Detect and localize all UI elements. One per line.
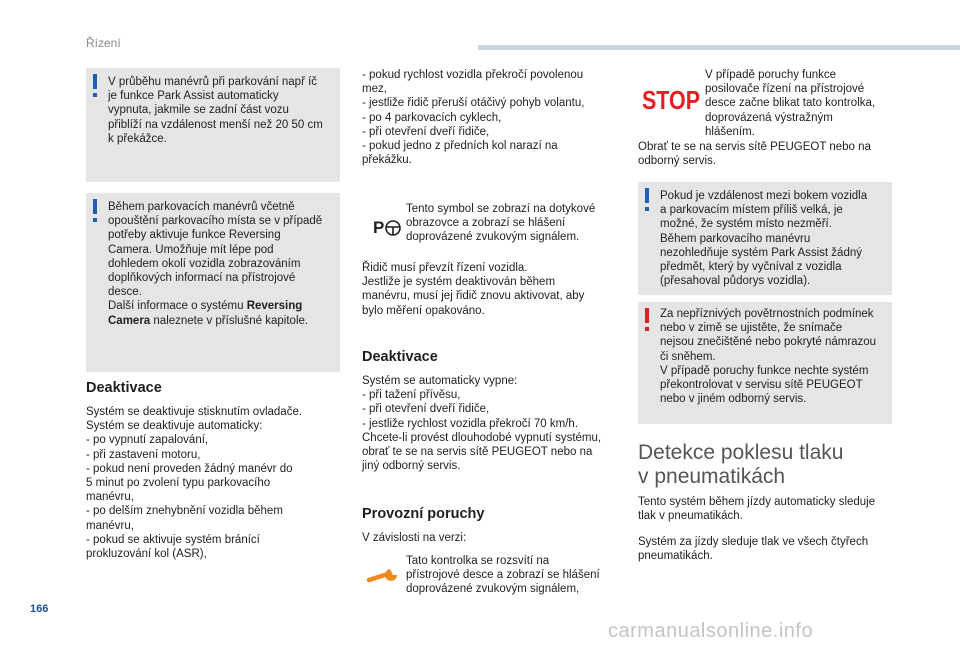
info-box-parking-distance	[86, 68, 340, 182]
wrench-icon	[366, 566, 400, 586]
header-divider	[478, 45, 960, 50]
body-text: Systém se deaktivuje stisknutím ovladače. Systém se deaktivuje automaticky: - po vypnutí zapalování, - při zastavení motoru, - pokud není proveden žádný manévr do 5 minut po zvolení typu parkovacího manévru, - po delším znehybnění vozidla během manévru, - pokud se aktivuje systém bránící prokluzování kol (ASR),	[86, 406, 303, 561]
body-text: Systém se automaticky vypne: - při tažení přívěsu, - při otevření dveří řidiče, - jestliže rychlost vozidla překročí 70 km/h. Chcete-li provést dlouhodobé vypnutí systému, obrať te se na servis sítě PEUGEOT nebo na jiný odborný servis.	[362, 375, 602, 473]
symbol-description: Tento symbol se zobrazí na dotykové obrazovce a zobrazí se hlášení doprovázené zvukovým signálem.	[406, 203, 596, 244]
bold-term: Camera	[108, 314, 151, 327]
warning-box-weather	[638, 302, 892, 424]
bold-term: Reversing	[246, 300, 303, 313]
info-box-text: V průběhu manévrů při parkování např íč je funkce Park Assist automaticky vypnuta, jakmile se zadní část vozu přiblíží na vzdálenost menší než 20 50 cm k překážce.	[108, 76, 323, 145]
watermark: carmanualsonline.info	[608, 620, 814, 642]
page-number: 166	[30, 603, 49, 615]
info-icon	[93, 74, 97, 89]
stop-label: STOP	[642, 85, 700, 115]
info-box-text: Během parkovacích manévrů včetně opouštění parkovacího místa se v případě potřeby aktivuje funkce Reversing Camera. Umožňuje mít lépe pod dohledem okolí vozidla zobrazováním doplňkových informací na přístrojové desce. Další informace o systému Reversing Camera naleznete v příslušné kapitole.	[108, 201, 323, 327]
info-box-reversing-camera	[86, 193, 340, 372]
svg-text:P: P	[373, 218, 385, 237]
chapter-title: Řízení	[86, 36, 121, 50]
section-heading: Deaktivace	[86, 380, 162, 396]
info-box-text: Pokud je vzdálenost mezi bokem vozidla a parkovacím místem příliš velká, je možné, že systém místo nezměří. Během parkovacího manévru nezohledňuje systém Park Assist žádný předmět, který by vyčníval z vozidla (přesahoval půdorys vozidla).	[660, 190, 868, 288]
body-text: Tento systém během jízdy automaticky sleduje tlak v pneumatikách.	[638, 496, 876, 523]
park-assist-icon	[368, 214, 402, 238]
info-icon	[93, 199, 97, 214]
stop-description: V případě poruchy funkce posilovače řízení na přístrojové desce začne blikat tato kontrolka, doprovázená výstražným hlášením.	[705, 69, 876, 138]
wrench-description: Tato kontrolka se rozsvítí na přístrojové desce a zobrazí se hlášení doprovázené zvukovým signálem,	[406, 555, 600, 596]
body-text: Systém za jízdy sleduje tlak ve všech čtyřech pneumatikách.	[638, 536, 869, 563]
list-text: - pokud rychlost vozidla překročí povolenou mez, - jestliže řidič přeruší otáčivý pohyb volantu, - po 4 parkovacích cyklech, - při otevření dveří řidiče, - pokud jedno z předních kol narazí na překážku.	[362, 69, 585, 167]
body-text: V závislosti na verzi:	[362, 532, 467, 544]
section-heading: Provozní poruchy	[362, 506, 485, 522]
body-text: Řidič musí převzít řízení vozidla. Jestliže je systém deaktivován během manévru, musí jej řidič znovu aktivovat, aby bylo měření opakováno.	[362, 262, 585, 317]
body-text: Obrať te se na servis sítě PEUGEOT nebo na odborný servis.	[638, 141, 871, 168]
info-box-distance	[638, 182, 892, 295]
warning-icon	[645, 308, 649, 323]
stop-icon	[642, 84, 702, 115]
info-icon	[645, 188, 649, 203]
section-heading: Deaktivace	[362, 349, 438, 365]
section-title: Detekce poklesu tlaku v pneumatikách	[638, 441, 844, 488]
warning-box-text: Za nepříznivých povětrnostních podmínek nebo v zimě se ujistěte, že snímače nejsou znečištěné nebo pokryté námrazou či sněhem. V případě poruchy funkce nechte systém překontrolovat v servisu sítě PEUGEOT nebo v jiném odborný servis.	[660, 308, 877, 406]
